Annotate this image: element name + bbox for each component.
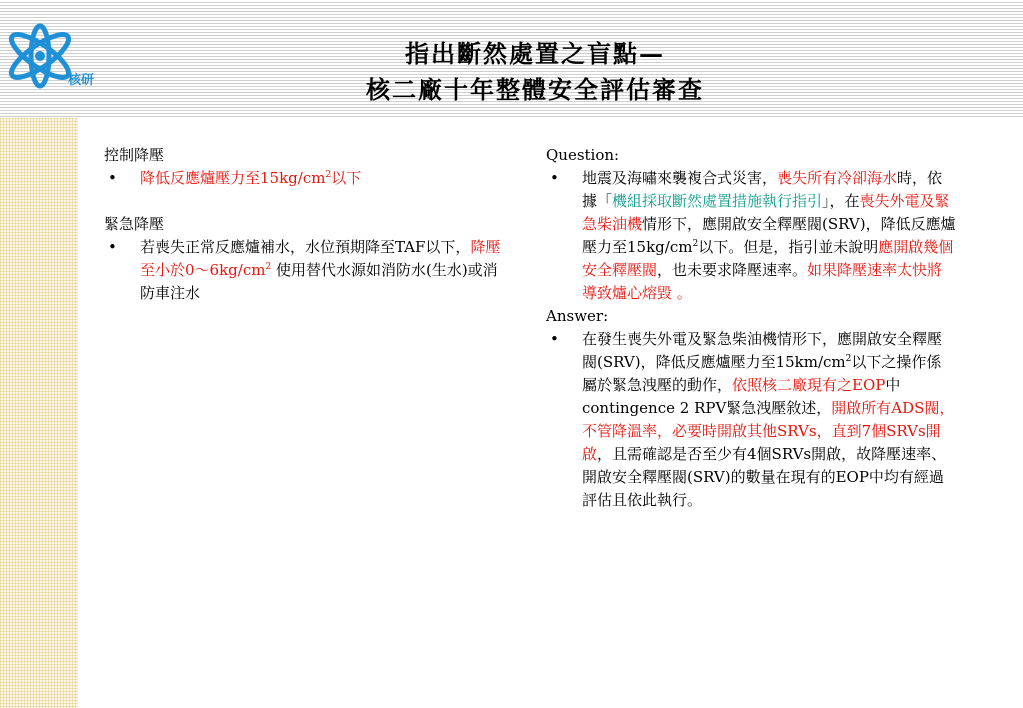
text-run: 以下之操作係屬於緊急洩壓的動作，: [582, 353, 942, 394]
text-run: 中contingence 2 RPV緊急洩壓敘述，: [582, 376, 901, 417]
list-item: [546, 328, 956, 512]
page-title: [300, 36, 770, 108]
left-column: [104, 144, 504, 305]
institute-logo: [4, 22, 100, 94]
text-run-emphasis: 如果降壓速率太快將導致爐心熔毀 。: [582, 261, 943, 302]
text-run-emphasis: 依照核二廠現有之EOP: [732, 376, 886, 394]
superscript: 2: [325, 170, 332, 180]
text-run: 地震及海嘯來襲複合式災害，: [582, 169, 778, 187]
left-pattern-band: [0, 118, 78, 708]
section-title-controlled-depressurization: 控制降壓: [104, 146, 165, 164]
text-run-emphasis: 降壓至小於0～6kg/cm: [140, 238, 501, 279]
atom-logo-icon: [4, 22, 100, 94]
bullet-dot-icon: •: [550, 169, 559, 187]
list-item: [104, 167, 504, 190]
section-title-emergency-depressurization: 緊急降壓: [104, 215, 165, 233]
bullet-dot-icon: •: [550, 330, 559, 348]
text-run-emphasis: 喪失所有冷卻海水: [777, 169, 898, 187]
text-run: ，且需確認是否至少有4個SRVs開啟，故降壓速率、開啟安全釋壓閥(SRV)的數量在現有的EOP中均有經過評估且依此執行。: [582, 445, 947, 509]
bullet-text: [140, 236, 504, 305]
superscript: 2: [692, 239, 699, 249]
list-item: [104, 236, 504, 305]
text-run: ，也未要求降壓速率。: [657, 261, 808, 279]
text-run: 以下: [331, 169, 362, 187]
title-line-2: 核二廠十年整體安全評估審查: [366, 75, 704, 104]
text-run: 使用替代水源如消防水(生水)或消防車注水: [140, 261, 498, 302]
list-item: [546, 167, 956, 305]
question-text: [582, 167, 956, 305]
answer-text: [582, 328, 956, 512]
answer-label: Answer:: [546, 307, 609, 325]
text-run-guideline: 機組採取斷然處置措施執行指引: [612, 192, 823, 210]
text-run-emphasis: 開啟所有ADS閥，不管降溫率，必要時開啟其他SRVs，直到7個SRVs開啟: [582, 399, 955, 463]
text-run: 情形下，應開啟安全釋壓閥(SRV)，降低反應爐壓力至15kg/cm: [582, 215, 956, 256]
title-line-1: 指出斷然處置之盲點—: [405, 39, 665, 68]
right-column: [546, 144, 956, 512]
text-run-emphasis: 喪失外電及緊急柴油機: [582, 192, 950, 233]
superscript: 2: [845, 354, 852, 364]
text-run-emphasis: 應開啟幾個安全釋壓閥: [582, 238, 954, 279]
superscript: 2: [265, 262, 272, 272]
logo-text: 核研: [68, 73, 95, 88]
bullet-text: [140, 167, 504, 190]
text-run: 」，在: [822, 192, 860, 210]
text-run: 在發生喪失外電及緊急柴油機情形下，應開啟安全釋壓閥(SRV)，降低反應爐壓力至15km/cm: [582, 330, 943, 371]
question-label: Question:: [546, 146, 620, 164]
text-run: 若喪失正常反應爐補水，水位預期降至TAF以下，: [140, 238, 471, 256]
text-run: 時，依據「: [582, 169, 943, 210]
text-run: 以下。但是，指引並未說明: [698, 238, 879, 256]
bullet-dot-icon: •: [108, 238, 117, 256]
bullet-dot-icon: •: [108, 169, 117, 187]
text-run: 降低反應爐壓力至15kg/cm: [140, 169, 326, 187]
